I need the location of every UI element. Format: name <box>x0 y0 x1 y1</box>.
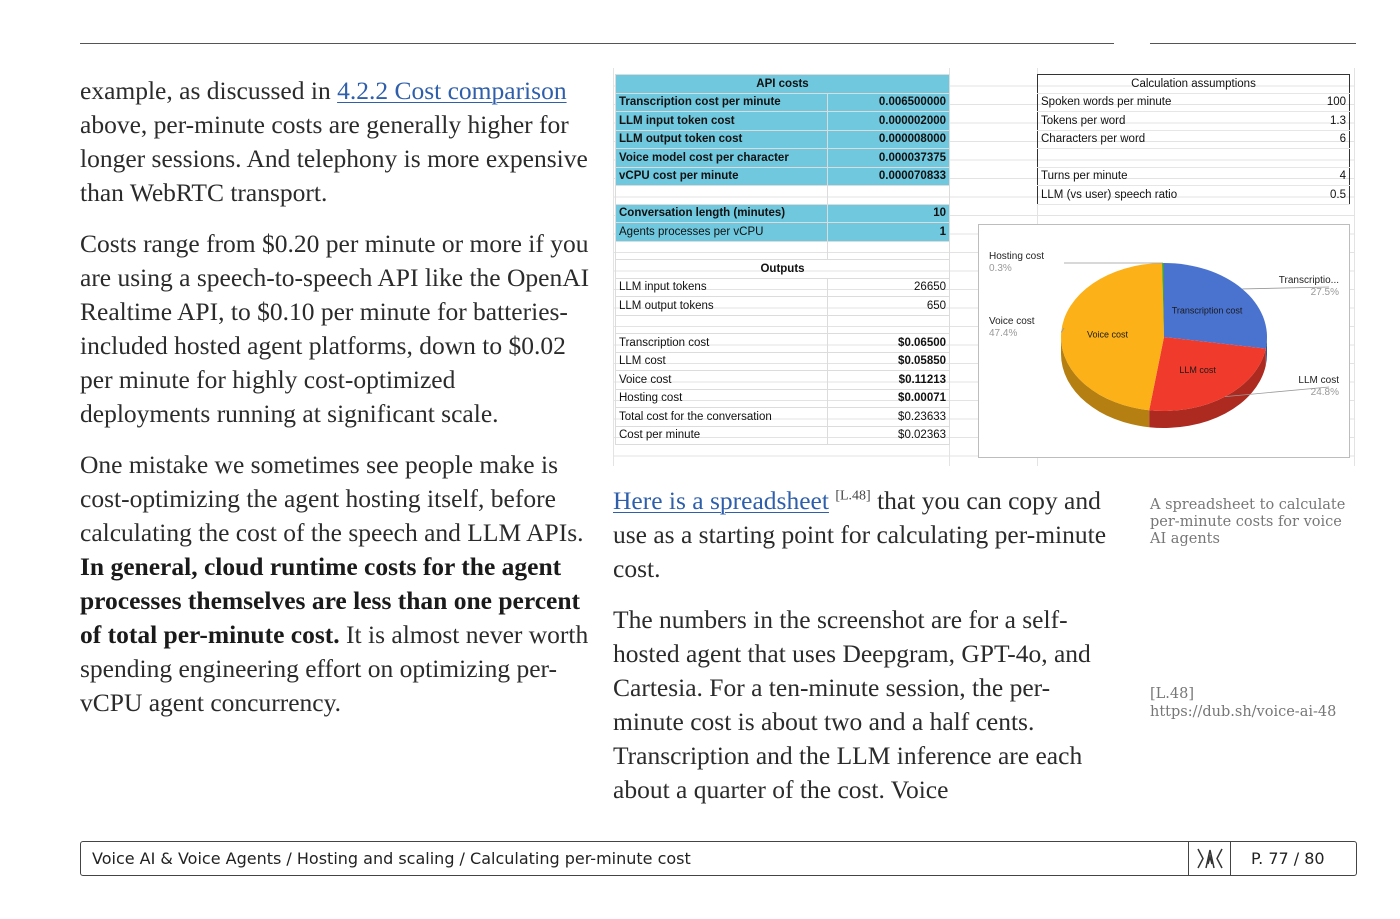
sheet-value-cell: 0.5 <box>1260 186 1350 205</box>
callout-percent: 24.8% <box>1310 387 1339 398</box>
sheet-label-cell: vCPU cost per minute <box>616 167 828 186</box>
sheet-value-cell: 0.006500000 <box>828 93 950 112</box>
assumptions-table <box>1037 74 1350 205</box>
sheet-label-cell: LLM (vs user) speech ratio <box>1038 186 1260 205</box>
left-column <box>80 74 592 737</box>
sheet-label-cell <box>1038 149 1260 168</box>
sheet-label-cell: Tokens per word <box>1038 112 1260 131</box>
sheet-row <box>1038 167 1350 186</box>
paragraph-4: Here is a spreadsheet [L.48] that you can copy and use as a starting point for calculating per-minute cost. <box>613 486 1107 583</box>
sheet-value-cell: 0.000070833 <box>828 167 950 186</box>
sheet-value-cell: 650 <box>828 297 950 316</box>
spreadsheet-screenshot <box>613 68 1355 466</box>
sheet-label-cell: Hosting cost <box>616 389 828 408</box>
callout-name: Hosting cost <box>989 251 1045 262</box>
sheet-row <box>616 130 950 149</box>
callout-name: Voice cost <box>989 316 1035 327</box>
footer-bar <box>80 841 1357 876</box>
sheet-row <box>1038 130 1350 149</box>
sheet-row <box>616 426 950 445</box>
pie-chart-svg <box>979 225 1349 457</box>
reference-label: [L.48] <box>1150 686 1195 702</box>
api-costs-title: API costs <box>616 75 950 94</box>
bold-statement: In general, cloud runtime costs for the agent processes themselves are less than one percent of total per-minute cost. <box>80 552 581 649</box>
page-number: P. 77 / 80 <box>1251 849 1325 868</box>
reference-note <box>1150 685 1350 721</box>
sheet-row <box>1038 112 1350 131</box>
sheet-row <box>616 278 950 297</box>
callout-name: Transcriptio... <box>1278 275 1339 286</box>
sheet-value-cell: $0.05850 <box>828 352 950 371</box>
sheet-row <box>616 389 950 408</box>
sheet-label-cell: LLM cost <box>616 352 828 371</box>
callout-percent: 47.4% <box>989 328 1018 339</box>
sheet-label-cell: LLM input token cost <box>616 112 828 131</box>
outputs-title: Outputs <box>616 260 950 279</box>
sheet-label-cell: LLM input tokens <box>616 278 828 297</box>
sheet-label-cell: LLM output token cost <box>616 130 828 149</box>
sheet-row <box>616 167 950 186</box>
callout-percent: 0.3% <box>989 263 1012 274</box>
sheet-value-cell: 0.000002000 <box>828 112 950 131</box>
cost-pie-chart <box>978 224 1350 458</box>
sheet-label-cell: Characters per word <box>1038 130 1260 149</box>
pie-inner-label: Transcription cost <box>1171 305 1243 316</box>
sheet-value-cell: $0.11213 <box>828 371 950 390</box>
paragraph-3: One mistake we sometimes see people make is cost-optimizing the agent hosting itself, before calculating the cost of the speech and LLM APIs. In general, cloud runtime costs for the agent processes themselves are less than one percent of total per-minute cost. It is almost never worth spending engineering effort on optimizing per-vCPU agent concurrency. <box>80 450 589 717</box>
sheet-value-cell: $0.23633 <box>828 408 950 427</box>
sheet-label-cell: Voice model cost per character <box>616 149 828 168</box>
reference-marker[interactable]: [L.48] <box>835 488 871 504</box>
sheet-label-cell: Spoken words per minute <box>1038 93 1260 112</box>
sheet-row <box>1038 149 1350 168</box>
sheet-row <box>616 93 950 112</box>
agents-per-vcpu-row: Agents processes per vCPU 1 <box>616 223 950 242</box>
breadcrumb[interactable]: Voice AI & Voice Agents / Hosting and scaling / Calculating per-minute cost <box>92 849 691 868</box>
sheet-row <box>616 149 950 168</box>
sheet-value-cell: 1.3 <box>1260 112 1350 131</box>
sheet-row <box>1038 93 1350 112</box>
api-costs-table <box>615 74 950 445</box>
paragraph-2: Costs range from $0.20 per minute or more if you are using a speech-to-speech API like the OpenAI Realtime API, to $0.10 per minute for batteries-included hosted agent platforms, down to $0.02 per minute for highly cost-optimized deployments running at significant scale. <box>80 229 590 428</box>
sheet-value-cell: 26650 <box>828 278 950 297</box>
sheet-row <box>616 334 950 353</box>
paragraph-1: example, as discussed in 4.2.2 Cost comparison above, per-minute costs are generally higher for longer sessions. And telephony is more expensive than WebRTC transport. <box>80 76 588 207</box>
sheet-value-cell: $0.00071 <box>828 389 950 408</box>
sheet-label-cell: Total cost for the conversation <box>616 408 828 427</box>
sheet-value-cell: 0.000037375 <box>828 149 950 168</box>
conversation-length-row: Conversation length (minutes) 10 <box>616 204 950 223</box>
sheet-value-cell: 4 <box>1260 167 1350 186</box>
cost-comparison-link[interactable]: 4.2.2 Cost comparison <box>337 76 567 105</box>
callout-percent: 27.5% <box>1310 287 1339 298</box>
sheet-row <box>616 297 950 316</box>
figure-caption: A spreadsheet to calculate per-minute costs for voice AI agents <box>1150 497 1346 547</box>
sheet-value-cell <box>1260 149 1350 168</box>
sheet-row <box>616 408 950 427</box>
sheet-value-cell: 6 <box>1260 130 1350 149</box>
paragraph-5: The numbers in the screenshot are for a self-hosted agent that uses Deepgram, GPT-4o, and Cartesia. For a ten-minute session, the per-minute cost is about two and a half cents. Transcription and the LLM inference are each about a quarter of the cost. Voice <box>613 605 1091 804</box>
sheet-value-cell: 100 <box>1260 93 1350 112</box>
reference-url[interactable]: https://dub.sh/voice-ai-48 <box>1150 704 1337 720</box>
sheet-label-cell: Voice cost <box>616 371 828 390</box>
spreadsheet-link[interactable]: Here is a spreadsheet <box>613 486 829 515</box>
sheet-value-cell: 0.000008000 <box>828 130 950 149</box>
sheet-value-cell: $0.02363 <box>828 426 950 445</box>
sheet-row <box>616 352 950 371</box>
sheet-row <box>1038 186 1350 205</box>
sheet-row <box>616 371 950 390</box>
sheet-label-cell: Transcription cost per minute <box>616 93 828 112</box>
pie-inner-label: LLM cost <box>1179 364 1216 375</box>
assumptions-title: Calculation assumptions <box>1038 75 1350 94</box>
middle-column <box>613 484 1113 824</box>
sheet-label-cell: Transcription cost <box>616 334 828 353</box>
book-logo-icon[interactable] <box>1193 844 1227 873</box>
sheet-label-cell: Turns per minute <box>1038 167 1260 186</box>
top-rule-main <box>80 43 1114 44</box>
pie-inner-label: Voice cost <box>1086 329 1128 340</box>
sheet-row <box>616 112 950 131</box>
sheet-label-cell: Cost per minute <box>616 426 828 445</box>
callout-name: LLM cost <box>1298 375 1339 386</box>
top-rule-side <box>1150 43 1356 44</box>
sheet-label-cell: LLM output tokens <box>616 297 828 316</box>
sheet-value-cell: $0.06500 <box>828 334 950 353</box>
